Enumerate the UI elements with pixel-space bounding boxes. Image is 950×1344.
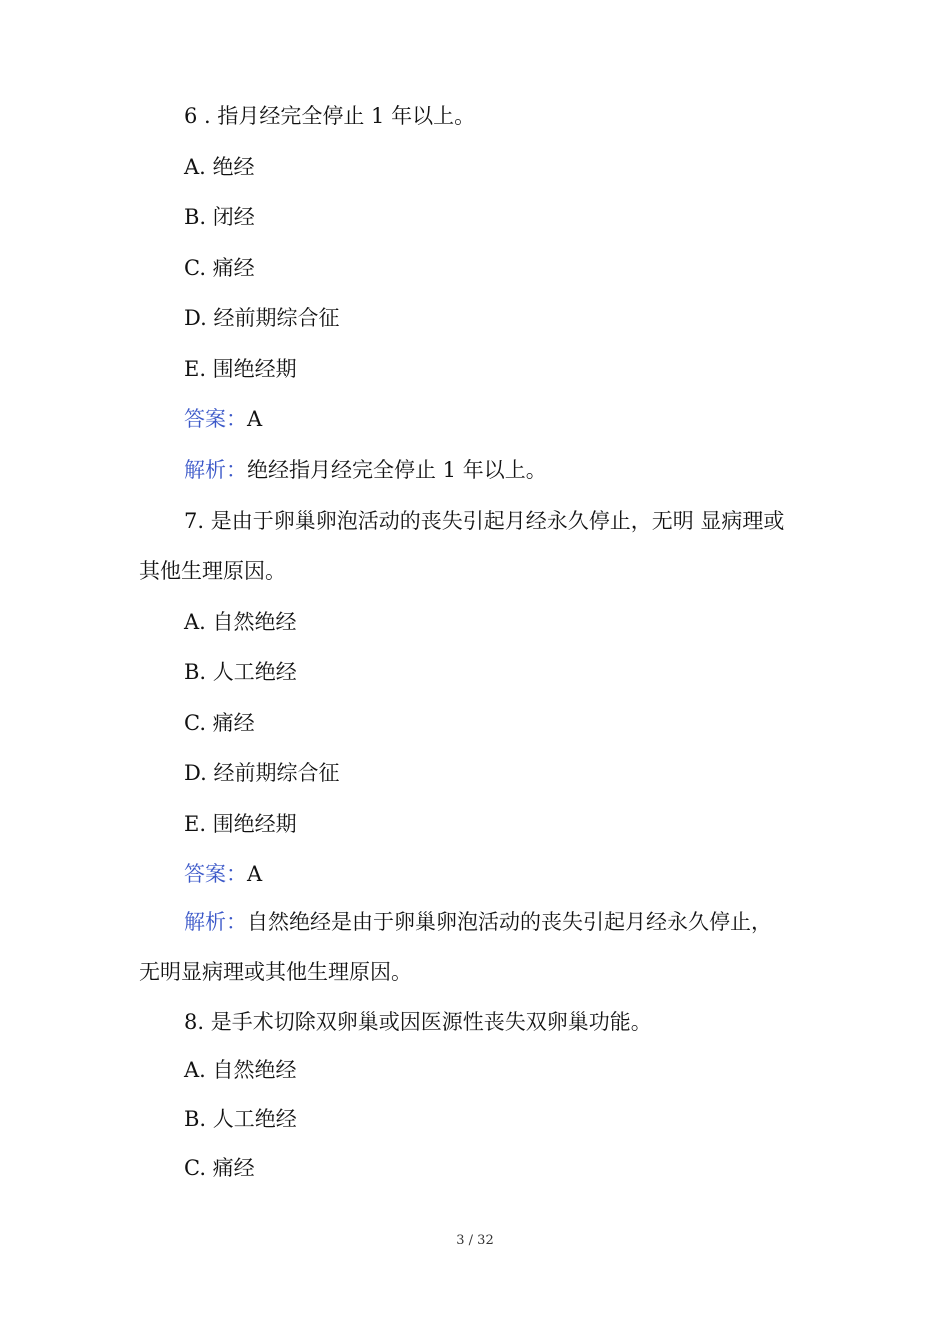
- question-8-option-b: B. 人工绝经: [184, 1107, 297, 1131]
- answer-value: A: [247, 862, 263, 886]
- question-8-stem: 8. 是手术切除双卵巢或因医源性丧失双卵巢功能。: [184, 1010, 652, 1034]
- analysis-text: 自然绝经是由于卵巢卵泡活动的丧失引起月经永久停止，: [247, 910, 772, 934]
- question-7-option-c: C. 痛经: [184, 711, 255, 735]
- question-6-option-d: D. 经前期综合征: [184, 306, 340, 330]
- question-8-option-a: A. 自然绝经: [184, 1058, 297, 1082]
- question-6-answer: [184, 405, 262, 433]
- question-6-option-b: B. 闭经: [184, 205, 255, 229]
- question-7-stem-line-1: 7. 是由于卵巢卵泡活动的丧失引起月经永久停止，无明 显病理或: [184, 509, 785, 533]
- page-number: 3 / 32: [456, 1233, 494, 1248]
- question-7-stem-line-2: 其他生理原因。: [139, 559, 286, 583]
- question-7-option-a: A. 自然绝经: [184, 610, 297, 634]
- question-6-stem: 6 . 指月经完全停止 1 年以上。: [184, 104, 476, 128]
- question-7-analysis-line-2: 无明显病理或其他生理原因。: [139, 960, 412, 984]
- question-7-option-e: E. 围绝经期: [184, 812, 297, 836]
- question-7-analysis-line-1: [184, 908, 772, 936]
- answer-label: 答案：: [184, 862, 247, 886]
- question-7-option-d: D. 经前期综合征: [184, 761, 340, 785]
- question-7-answer: [184, 860, 262, 888]
- analysis-label: 解析：: [184, 910, 247, 934]
- question-6-option-e: E. 围绝经期: [184, 357, 297, 381]
- question-6-analysis: [184, 456, 547, 484]
- question-6-option-a: A. 绝经: [184, 155, 255, 179]
- question-8-option-c: C. 痛经: [184, 1156, 255, 1180]
- analysis-text: 绝经指月经完全停止 1 年以上。: [247, 458, 547, 482]
- question-7-option-b: B. 人工绝经: [184, 660, 297, 684]
- question-6-option-c: C. 痛经: [184, 256, 255, 280]
- answer-value: A: [247, 407, 263, 431]
- answer-label: 答案：: [184, 407, 247, 431]
- analysis-label: 解析：: [184, 458, 247, 482]
